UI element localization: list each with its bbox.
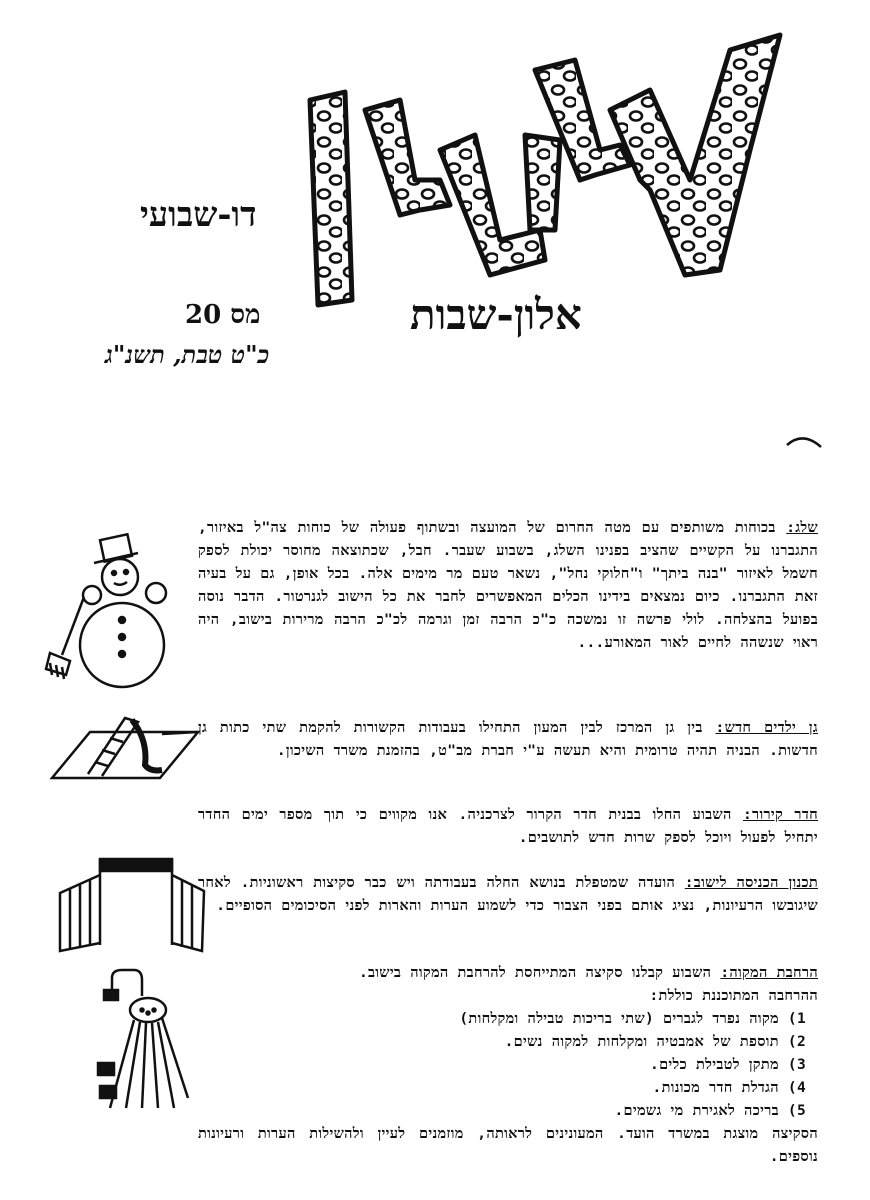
section-snow-heading: שלג: <box>786 520 818 536</box>
mikveh-items-list <box>198 1008 818 1123</box>
margin-mark <box>785 433 825 453</box>
section-mikveh-outro: הסקיצה מוצגת במשרד הועד. המעונינים לראותה, מוזמנים לעיין ולהשילות הערות ורעיונות נוספים. <box>198 1126 818 1165</box>
section-kindergarten-heading: גן ילדים חדש: <box>715 720 818 736</box>
issue-number: מס 20 <box>185 300 261 330</box>
section-entrance <box>198 872 818 918</box>
section-cold-room <box>198 804 818 850</box>
section-mikveh-heading: הרחבת המקוה: <box>720 965 818 981</box>
list-item: 2) תוספת של אמבטיה ומקלחות למקוה נשים. <box>504 1034 806 1050</box>
section-mikveh <box>198 962 818 1169</box>
section-entrance-body: הועדה שמטפלת בנושא החלה בעבודתה ויש כבר סקיצות ראשוניות. לאחר שיגובשו הרעיונות, נציג אותם בפני הצבור כדי לשמוע הערות והארות לפני הסיכומים הסופיים. <box>198 875 818 914</box>
issue-date: כ"ט טבת, תשנ"ג <box>105 340 270 369</box>
section-snow-body: בכוחות משותפים עם מטה החרום של המועצה ובשתוף פעולה של כוחות צה"ל באיזור, התגברנו על הקשיים שהציב בפנינו השלג, בשבוע שעבר. חבל, שכתוצאה מחוסר יכולת לספק חשמל לאיזור "בנה ביתך" ו"חלוקי נחל", נשאר טעם מר מימים אלה. בכל אופן, גם על בעיה זאת התגברנו. כיום נמצאים בידינו הכלים המאפשרים לחבר את כל הישוב לגנרטור. הדבר נוסה בפועל בהצלחה. לולי פרשה זו נמשכה כ"כ הרבה זמן וגרמה לכ"כ הרבה מרירות בישוב, היה ראוי שנשהה לחיים לאור המאורע... <box>198 520 818 651</box>
section-cold-room-body: השבוע החלו בבנית חדר הקרור לצרכניה. אנו מקווים כי תוך מספר ימים החדר יתחיל לפעול ויוכל לספק שרות חדש לתושבים. <box>198 807 818 846</box>
snowman-icon <box>42 535 182 685</box>
section-kindergarten <box>198 717 818 763</box>
slide-icon <box>50 710 200 785</box>
masthead-title-art <box>290 30 810 320</box>
section-snow <box>198 517 818 655</box>
section-cold-room-heading: חדר קירור: <box>743 807 819 823</box>
list-item: 3) מתקן לטבילת כלים. <box>650 1057 806 1073</box>
section-mikveh-body: השבוע קבלנו סקיצה המתייחסת להרחבת המקוה בישוב. <box>358 965 721 981</box>
section-mikveh-intro: ההרחבה המתוכננת כוללת: <box>649 988 818 1004</box>
section-kindergarten-body: בין גן המרכז לבין המעון התחילו בעבודות הקשורות להקמת שתי כתות גן חדשות. הבניה תהיה טרומית והיא תעשה ע"י חברת מב"ט, בהזמנת משרד השיכון. <box>198 720 818 759</box>
masthead-frequency: דו-שבועי <box>140 195 257 235</box>
list-item: 5) בריכה לאגירת מי גשמים. <box>614 1103 806 1119</box>
section-entrance-heading: תכנון הכניסה לישוב: <box>684 875 818 891</box>
list-item: 1) מקוה נפרד לגברים (שתי בריכות טבילה ומקלחות) <box>459 1011 806 1027</box>
shower-icon <box>90 968 200 1118</box>
masthead-title <box>290 30 810 320</box>
gate-icon <box>52 855 207 955</box>
list-item: 4) הגדלת חדר מכונות. <box>652 1080 806 1096</box>
masthead-subtitle: אלון-שבות <box>410 290 582 339</box>
